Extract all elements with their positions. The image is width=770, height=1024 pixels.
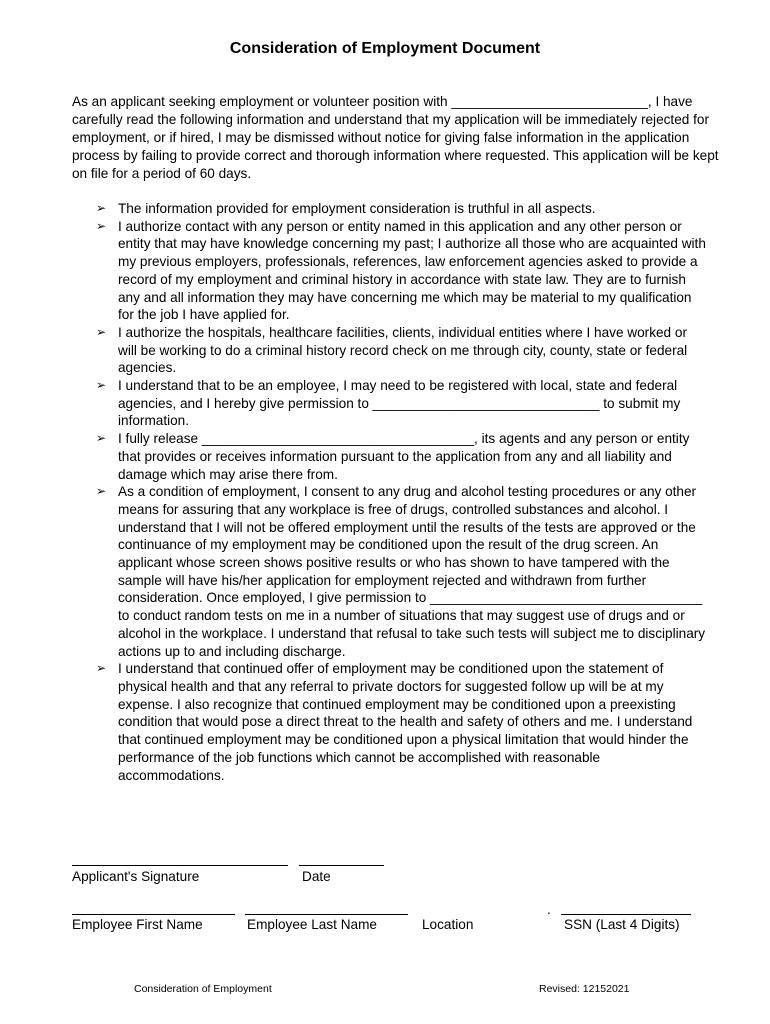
applicant-signature-label: Applicant's Signature bbox=[72, 869, 200, 884]
bullet-text: As a condition of employment, I consent to any drug and alcohol testing procedures or any other means for assuring that any workplace is free of drugs, controlled substances and alcohol. I understand that I will not be offered employment until the results of the tests are approved or the continuance of my employment may be conditioned upon the result of the drug screen. An applicant whose screen shows positive results or who has shown to have tampered with the sample will have his/her application for employment rejected and withdrawn from further consideration. Once employed, I give permission to ____________________________________ to conduct random tests on me in a number of situations that may suggest use of drugs and or alcohol in the workplace. I understand that refusal to take such tests will subject me to disciplinary actions up to and including discharge. bbox=[118, 484, 706, 659]
arrow-bullet-icon: ➢ bbox=[96, 324, 107, 339]
intro-paragraph: As an applicant seeking employment or volunteer position with __________________________, I have carefully read the following information and understand that my application will be immediately rejected for employment, or if hired, I may be dismissed without notice for giving false information in the application process by failing to provide correct and thorough information where requested. This application will be kept on file for a period of 60 days. bbox=[72, 94, 719, 181]
list-item bbox=[96, 324, 706, 377]
arrow-bullet-icon: ➢ bbox=[96, 378, 107, 393]
first-name-label: Employee First Name bbox=[72, 917, 203, 932]
arrow-bullet-icon: ➢ bbox=[96, 218, 107, 233]
last-name-line[interactable] bbox=[245, 914, 408, 915]
date-label: Date bbox=[302, 869, 331, 884]
list-item bbox=[96, 377, 706, 430]
bullet-text: I understand that to be an employee, I may need to be registered with local, state and federal agencies, and I hereby give permission to ______________________________ to submit my information. bbox=[118, 378, 681, 429]
last-name-label: Employee Last Name bbox=[247, 917, 377, 932]
bullet-text: I understand that continued offer of employment may be conditioned upon the statement of physical health and that any referral to private doctors for suggested follow up will be at my expense. I also recognize that continued employment may be conditioned upon a preexisting condition that would pose a direct threat to the health and safety of others and me. I understand that continued employment may be conditioned upon a physical limitation that would hinder the performance of the job functions which cannot be accomplished with reasonable accommodations. bbox=[118, 661, 693, 783]
footer-document-name: Consideration of Employment bbox=[134, 983, 272, 995]
list-item bbox=[96, 218, 706, 324]
list-item bbox=[96, 483, 706, 660]
location-label: Location bbox=[422, 917, 474, 932]
bullet-text: I authorize the hospitals, healthcare facilities, clients, individual entities where I have worked or will be working to do a criminal history record check on me through city, county, state or federal agencies. bbox=[118, 324, 688, 376]
arrow-bullet-icon: ➢ bbox=[96, 431, 107, 446]
list-item bbox=[96, 660, 706, 784]
arrow-bullet-icon: ➢ bbox=[96, 484, 107, 499]
arrow-bullet-icon: ➢ bbox=[96, 661, 107, 676]
bullet-text: I fully release ____________________________________, its agents and any person or entity that provides or receives information pursuant to the application from any and all liability and damage which may arise there from. bbox=[118, 431, 690, 482]
bullet-text: I authorize contact with any person or entity named in this application and any other person or entity that may have knowledge concerning my past; I authorize all those who are acquainted with my previous employers, professionals, references, law enforcement agencies asked to provide a record of my employment and criminal history in accordance with state law. They are to furnish any and all information they may have concerning me which may be material to my qualification for the job I have applied for. bbox=[118, 218, 706, 323]
applicant-signature-line[interactable] bbox=[72, 865, 288, 866]
list-item bbox=[96, 200, 706, 218]
separator-dot: . bbox=[547, 902, 551, 917]
arrow-bullet-icon: ➢ bbox=[96, 201, 107, 215]
ssn-label: SSN (Last 4 Digits) bbox=[564, 917, 680, 932]
bullet-text: The information provided for employment consideration is truthful in all aspects. bbox=[118, 201, 596, 216]
date-line[interactable] bbox=[299, 865, 384, 866]
footer-revision: Revised: 12152021 bbox=[539, 983, 630, 995]
terms-list bbox=[96, 200, 706, 784]
document-title: Consideration of Employment Document bbox=[229, 40, 541, 57]
first-name-line[interactable] bbox=[72, 914, 235, 915]
list-item bbox=[96, 430, 706, 483]
ssn-line[interactable] bbox=[561, 914, 691, 915]
